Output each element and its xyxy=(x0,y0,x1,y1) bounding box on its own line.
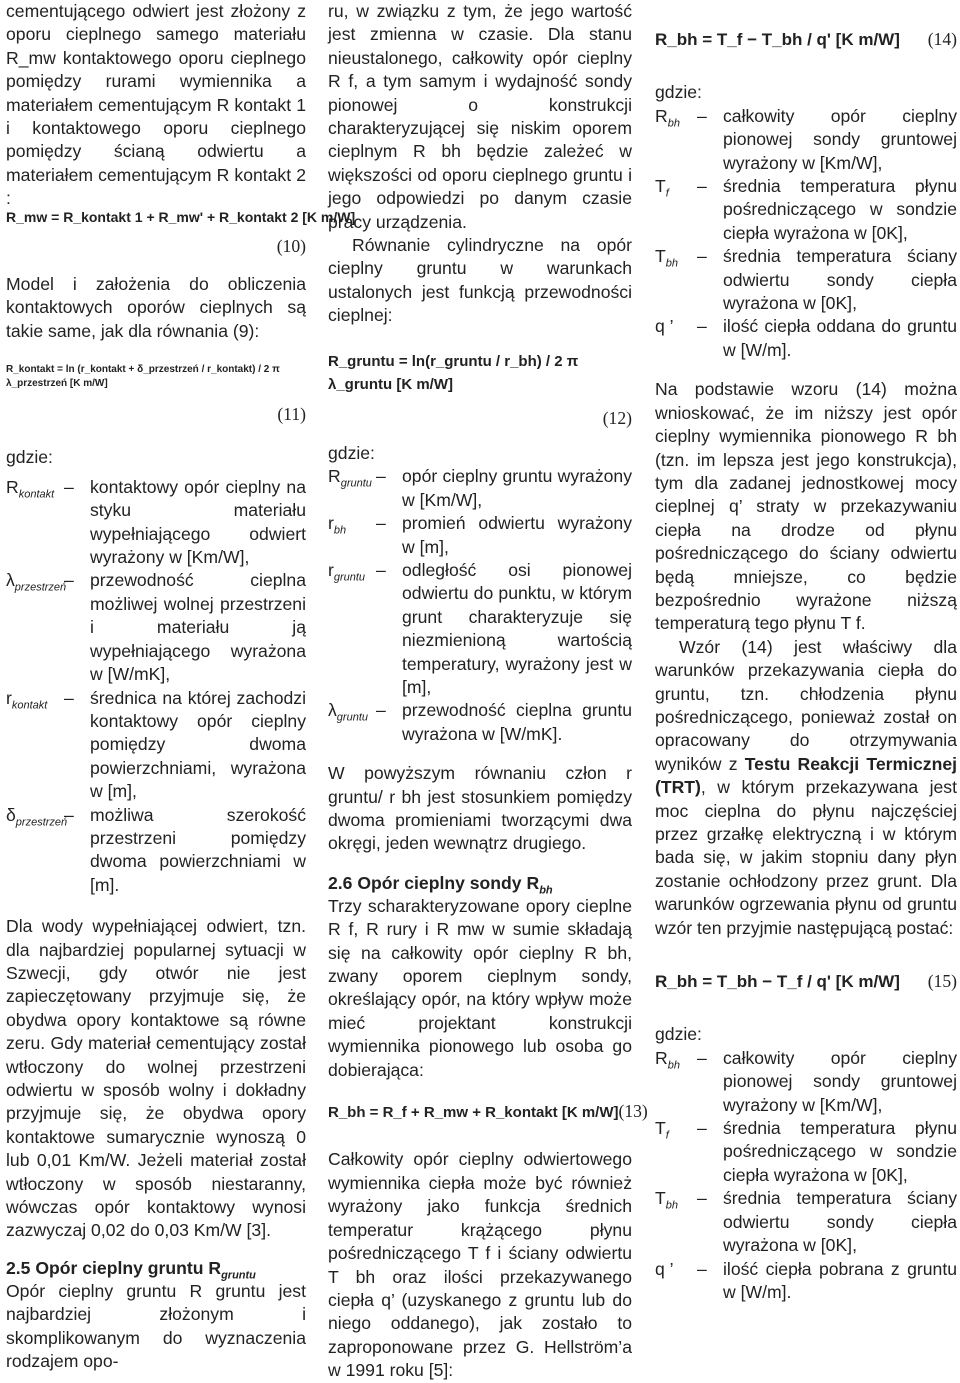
col2-definitions xyxy=(328,465,632,746)
definition-symbol: $R_{kontakt}$ xyxy=(6,476,55,501)
col3-gdzie: gdzie: xyxy=(655,82,702,103)
equation-11-label-row xyxy=(6,403,306,426)
eq11-label: (11) xyxy=(277,404,306,425)
eq11-formula: R_kontakt = ln (r_kontakt + δ_przestrzeń / r_kontakt) / 2 π λ_przestrzeń [K m/W] xyxy=(6,364,280,390)
definition-dash: – xyxy=(697,1047,707,1068)
eq12-formula: R_gruntu = ln(r_gruntu / r_bh) / 2 π λ_gruntu [K m/W] xyxy=(328,352,579,394)
definition-symbol: $T_{bh}$ xyxy=(655,1188,678,1212)
trt-bold: Testu Reakcji Termicznej (TRT) xyxy=(655,753,957,798)
col2-three-text: Trzy scharakteryzowane opory cieplne R f, R rury i R mw w sumie składają się na całkowity opór cieplny R bh, zwany oporem cieplnym sondy, określający opór, na który wpływ może mieć projektant konstrukcji wymiennika pionowego lub osoba go dobierająca: xyxy=(328,895,632,1080)
definition-symbol: q ’ xyxy=(655,316,674,337)
col2-ratio-text: W powyższym równaniu człon r gruntu/ r bh jest stosunkiem pomiędzy dwoma promieniami tworzącymi dwa okręgi, jeden wewnątrz drugiego. xyxy=(328,763,632,854)
definition-item xyxy=(6,804,306,898)
definition-text: całkowity opór cieplny pionowej sondy gruntowej wyrażony w [Km/W], xyxy=(723,1047,957,1115)
equation-11 xyxy=(6,363,306,391)
definition-symbol: $\lambda_{gruntu}$ xyxy=(328,700,368,724)
definition-text: opór cieplny gruntu wyrażony w [Km/W], xyxy=(402,466,632,510)
definition-dash: – xyxy=(697,105,707,126)
definition-text: całkowity opór cieplny pionowej sondy gruntowej wyrażony w [Km/W], xyxy=(723,105,957,173)
definition-dash: – xyxy=(697,1118,707,1139)
col3-basis-text: Na podstawie wzoru (14) można wnioskować, że im niższy jest opór cieplny wymiennika pionowego R bh (tzn. im lepsza jest jego konstrukcja), tym dla zadanej jednostkowej mocy cieplnej q’ straty w przekazywaniu ciepła na drodze od płynu pośredniczącego do ściany odwiertu będą mniejsze, co będzie bezpośrednio wyrażone niższą temperaturą tego płynu T f. xyxy=(655,379,957,634)
definition-item xyxy=(328,559,632,699)
eq10-label: (10) xyxy=(276,236,306,257)
definition-item xyxy=(655,175,957,245)
eq10-formula: R_mw = R_kontakt 1 + R_mw' + R_kontakt 2 [K m/W] xyxy=(6,209,356,225)
col1-gdzie: gdzie: xyxy=(6,447,53,468)
heading-2-6-text: 2.6 Opór cieplny sondy R xyxy=(328,872,540,893)
definition-symbol: $r_{kontakt}$ xyxy=(6,687,48,712)
col1-intro: cementującego odwiert jest złożony z oporu cieplnego samego materiału R_mw kontaktowego oporu cieplnego pomiędzy rurami wymiennika a materiałem cementującym R kontakt 1 i kontaktowego oporu cieplnego pomiędzy ścianą odwiertu a materiałem cementującym R kontakt 2 : xyxy=(6,1,306,209)
definition-symbol: $r_{gruntu}$ xyxy=(328,559,366,584)
formula-text-a: Wzór (14) jest właściwy dla warunków przekazywania ciepła do gruntu, tzn. chłodzenia płynu pośredniczącego, ponieważ został on opracowany do otrzymywania wyników z xyxy=(655,636,957,774)
definition-symbol: $R_{bh}$ xyxy=(655,1047,680,1072)
definition-symbol: $R_{gruntu}$ xyxy=(328,466,372,490)
definition-item xyxy=(655,1047,957,1117)
heading-2-5-text: 2.5 Opór cieplny gruntu R xyxy=(6,1257,222,1278)
definition-item xyxy=(328,512,632,559)
definition-text: ilość ciepła pobrana z gruntu w [W/m]. xyxy=(723,1258,957,1302)
definition-symbol: $T_{bh}$ xyxy=(655,246,678,270)
definition-dash: – xyxy=(64,687,74,708)
definition-dash: – xyxy=(376,466,386,487)
equation-12-label-row xyxy=(328,407,632,430)
definition-text: promień odwiertu wyrażony w [m], xyxy=(402,513,632,557)
definition-text: średnia temperatura ściany odwiertu sondy ciepła wyrażona w [0K], xyxy=(723,246,957,314)
definition-item xyxy=(6,476,306,570)
col2-cyl-text: Równanie cylindryczne na opór cieplny gruntu w warunkach ustalonych jest funkcją przewodności cieplnej: xyxy=(328,235,632,326)
definition-dash: – xyxy=(697,1258,707,1279)
definition-text: odległość osi pionowej odwiertu do punktu, w którym grunt charakteryzuje się niezmienioną wartością temperatury, wyrażony jest w [m], xyxy=(402,559,632,697)
col2-total-text: Całkowity opór cieplny odwiertowego wymiennika ciepła może być również wyrażony jako funkcja średnich temperatur krążącego płynu pośredniczącego T f i ściany odwiertu T bh oraz ilości przekazywanego ciepła q’ (uzyskanego z gruntu lub do niego oddanego), jak zostało to zaproponowane przez G. Hellström’a w 1991 roku [5]: xyxy=(328,1149,632,1381)
definition-text: kontaktowy opór cieplny na styku materiału wypełniającego odwiert wyrażony w [Km/W], xyxy=(90,476,306,568)
definition-item xyxy=(655,245,957,315)
col1-model-text: Model i założenia do obliczenia kontaktowych oporów cieplnych są takie same, jak dla równania (9): xyxy=(6,273,306,341)
definition-dash: – xyxy=(697,1188,707,1209)
col1-definitions xyxy=(6,476,306,897)
equation-12 xyxy=(328,350,632,397)
definition-item xyxy=(655,1117,957,1187)
definition-item xyxy=(655,105,957,175)
definition-item xyxy=(655,1258,957,1305)
definition-item xyxy=(655,1187,957,1257)
col1-water-text: Dla wody wypełniającej odwiert, tzn. dla najbardziej popularnej sytuacji w Szwecji, gdy otwór nie jest zapieczętowany przyjmuje się, że obydwa opory kontaktowe są równe zeru. Gdy materiał cementujący został wtłoczony do wolnej przestrzeni odwiertu w sposób wolny i dokładny przyjmuje się, że obydwa opory kontaktowe sumarycznie wynoszą 0 lub 0,01 Km/W. Jeżeli materiał został wtłoczony w sposób niestaranny, wówczas opór kontaktowy wynosi zazwyczaj 0,02 do 0,03 Km/W [3]. xyxy=(6,916,306,1241)
definition-item xyxy=(6,687,306,804)
heading-2-6 xyxy=(328,872,632,895)
definition-item xyxy=(328,699,632,746)
definition-dash: – xyxy=(697,316,707,337)
definition-text: przewodność cieplna gruntu wyrażona w [W/mK]. xyxy=(402,700,632,744)
definition-symbol: $\delta_{przestrzeń}$ xyxy=(6,804,68,829)
col3-definitions-15 xyxy=(655,1047,957,1304)
eq13-formula: R_bh = R_f + R_mw + R_kontakt [K m/W] xyxy=(328,1104,619,1122)
definition-symbol: $T_f$ xyxy=(655,176,669,200)
definition-item xyxy=(6,569,306,686)
definition-text: możliwa szerokość przestrzeni pomiędzy dwoma powierzchniami w [m]. xyxy=(90,804,306,895)
definition-text: średnia temperatura ściany odwiertu sondy ciepła wyrażona w [0K], xyxy=(723,1188,957,1256)
definition-text: ilość ciepła oddana do gruntu w [W/m]. xyxy=(723,316,957,360)
equation-10 xyxy=(6,206,356,229)
definition-dash: – xyxy=(376,559,386,580)
definition-symbol: $\lambda_{przestrzeń}$ xyxy=(6,570,67,594)
eq15-formula: R_bh = T_bh − T_f / q' [K m/W] xyxy=(655,972,900,992)
col3-formula-text xyxy=(655,636,957,940)
eq14-formula: R_bh = T_f − T_bh / q' [K m/W] xyxy=(655,30,900,49)
eq13-label: (13) xyxy=(618,1101,648,1122)
definition-text: średnia temperatura płynu pośredniczącego w sondzie ciepła wyrażona w [0K], xyxy=(723,1118,957,1185)
definition-symbol: q ’ xyxy=(655,1258,674,1279)
definition-item xyxy=(655,315,957,362)
eq14-label: (14) xyxy=(927,29,957,49)
equation-10-label-row xyxy=(6,235,306,258)
definition-dash: – xyxy=(64,804,74,825)
formula-text-b: , w którym przekazywana jest moc cieplna do płynu najczęściej przez grzałkę elektryczną i w którym bada się, w jakim stopniu dany płyn zostanie ochłodzony przez grunt. Dla warunków ogrzewania płynu od gruntu wzór ten przyjmie następującą postać: xyxy=(655,777,957,938)
definition-dash: – xyxy=(64,570,74,591)
column-2 xyxy=(328,0,648,1383)
col1-ground-text: Opór cieplny gruntu R gruntu jest najbardziej złożonym i skomplikowanym do wyznaczenia rodzajem opo- xyxy=(6,1280,306,1372)
equation-15 xyxy=(655,970,957,993)
heading-2-5 xyxy=(6,1257,306,1280)
definition-dash: – xyxy=(376,700,386,721)
eq12-label: (12) xyxy=(602,407,632,428)
column-3 xyxy=(655,0,957,1304)
col3-definitions-14 xyxy=(655,105,957,362)
definition-text: średnia temperatura płynu pośredniczącego w sondzie ciepła wyrażona w [0K], xyxy=(723,176,957,243)
definition-dash: – xyxy=(64,476,74,497)
definition-dash: – xyxy=(697,246,707,267)
heading-2-5-sub: gruntu xyxy=(221,1269,256,1282)
col3-gdzie-2: gdzie: xyxy=(655,1024,702,1045)
definition-item xyxy=(328,465,632,512)
col2-gdzie: gdzie: xyxy=(328,442,375,463)
col2-cont-text: ru, w związku z tym, że jego wartość jest zmienna w czasie. Dla stanu nieustalonego, całkowity opór cieplny R f, a tym samym i wydajność sondy pionowej o konstrukcji charakteryzującej się niskim oporem cieplnym R bh będzie zależeć w większości od oporu cieplnego gruntu i jego odpowiedzi po danym czasie pracy urządzenia. xyxy=(328,1,632,232)
heading-2-6-sub: bh xyxy=(539,884,553,897)
equation-14 xyxy=(655,28,957,51)
eq15-label: (15) xyxy=(927,971,957,992)
definition-dash: – xyxy=(697,176,707,197)
definition-dash: – xyxy=(376,513,386,534)
definition-symbol: $T_f$ xyxy=(655,1118,669,1142)
definition-symbol: $r_{bh}$ xyxy=(328,513,347,537)
definition-text: średnica na której zachodzi kontaktowy opór cieplny pomiędzy dwoma powierzchniami, wyrażona w [m], xyxy=(90,687,306,802)
equation-13 xyxy=(328,1100,648,1124)
definition-text: przewodność cieplna możliwej wolnej przestrzeni i materiału ją wypełniającego wyrażona w [W/mK], xyxy=(90,570,306,685)
definition-symbol: $R_{bh}$ xyxy=(655,105,680,130)
